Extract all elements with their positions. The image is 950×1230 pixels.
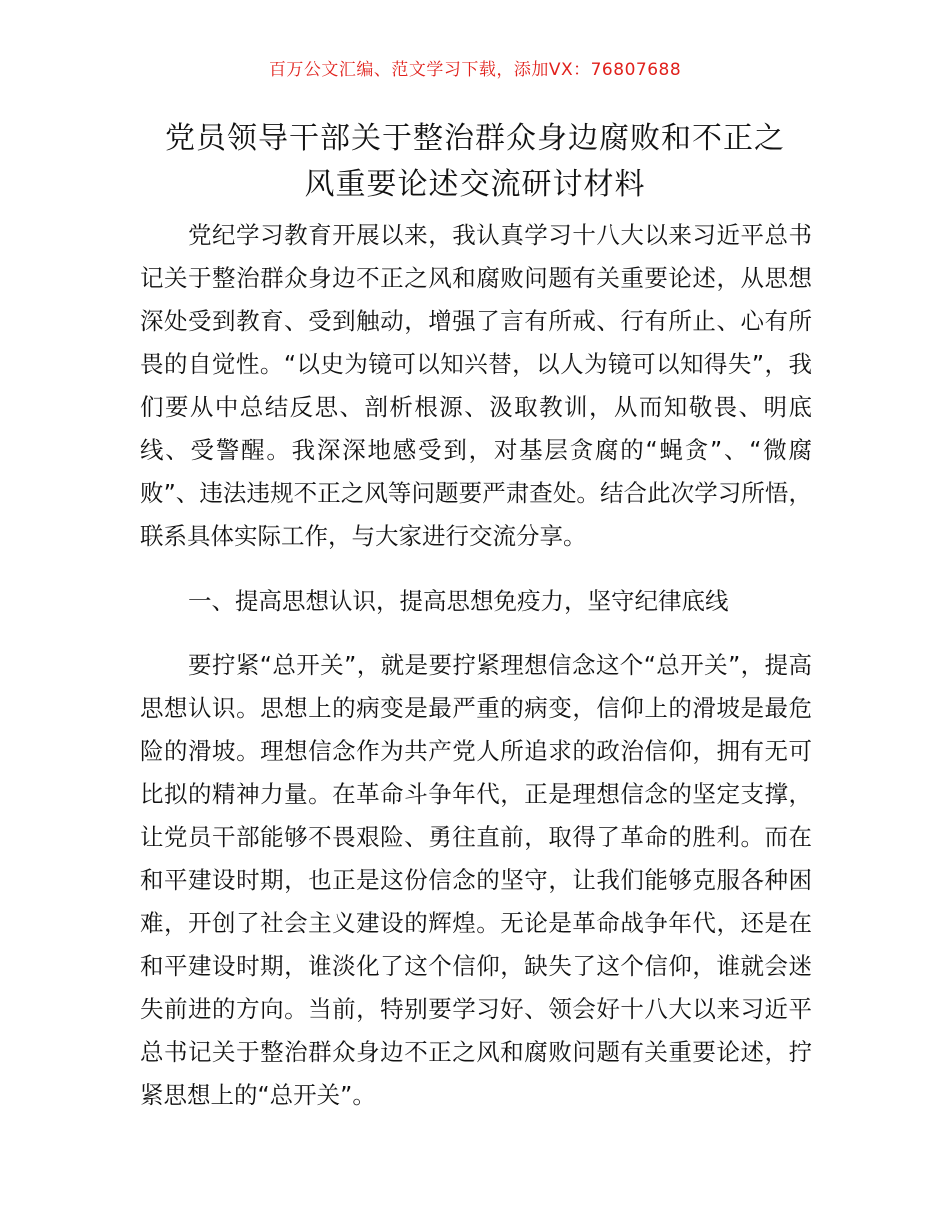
section-heading-1: 一、提高思想认识，提高思想免疫力，坚守纪律底线 — [188, 586, 729, 615]
document-body — [140, 214, 812, 1139]
paragraph-intro: 党纪学习教育开展以来，我认真学习十八大以来习近平总书记关于整治群众身边不正之风和腐败问题有关重要论述，从思想深处受到教育、受到触动，增强了言有所戒、行有所止、心有所畏的自觉性。“以史为镜可以知兴替，以人为镜可以知得失”，我们要从中总结反思、剖析根源、汲取教训，从而知敬畏、明底线、受警醒。我深深地感受到，对基层贪腐的“蝇贪”、“微腐败”、违法违规不正之风等问题要严肃查处。结合此次学习所悟，联系具体实际工作，与大家进行交流分享。 — [140, 221, 812, 550]
title-line-1: 党员领导干部关于整治群众身边腐败和不正之 — [165, 121, 785, 156]
paragraph-section-1: 要拧紧“总开关”，就是要拧紧理想信念这个“总开关”，提高思想认识。思想上的病变是最严重的病变，信仰上的滑坡是最危险的滑坡。理想信念作为共产党人所追求的政治信仰，拥有无可比拟的精神力量。在革命斗争年代，正是理想信念的坚定支撑，让党员干部能够不畏艰险、勇往直前，取得了革命的胜利。而在和平建设时期，也正是这份信念的坚守，让我们能够克服各种困难，开创了社会主义建设的辉煌。无论是革命战争年代，还是在和平建设时期，谁淡化了这个信仰，缺失了这个信仰，谁就会迷失前进的方向。当前，特别要学习好、领会好十八大以来习近平总书记关于整治群众身边不正之风和腐败问题有关重要论述，拧紧思想上的“总开关”。 — [140, 651, 812, 1109]
title-line-2: 风重要论述交流研讨材料 — [304, 167, 646, 202]
document-title — [130, 116, 820, 208]
header-note: 百万公文汇编、范文学习下载，添加VX：76807688 — [268, 60, 682, 80]
